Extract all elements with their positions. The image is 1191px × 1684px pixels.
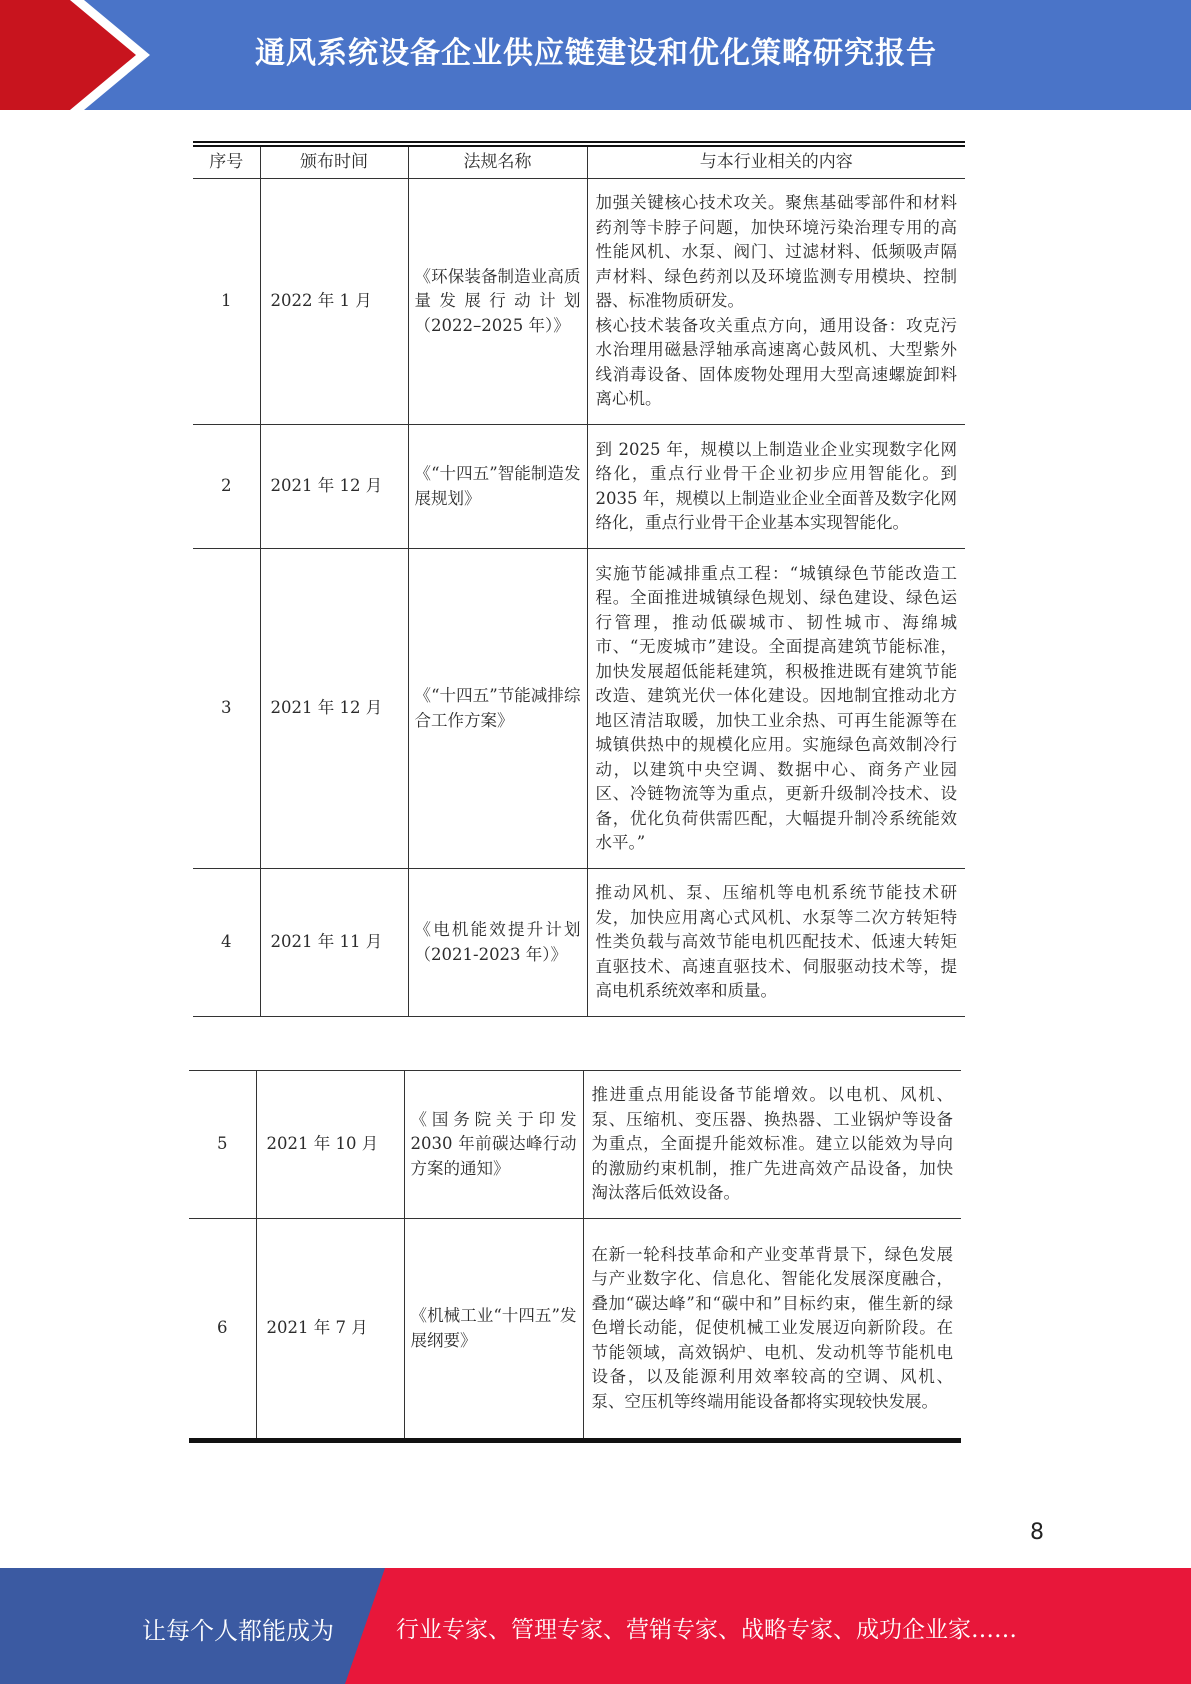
row-name: 《国务院关于印发 2030 年前碳达峰行动方案的通知》: [404, 1071, 583, 1219]
row-content: 加强关键核心技术攻关。聚焦基础零部件和材料药剂等卡脖子问题，加快环境污染治理专用的高性能风机、水泵、阀门、过滤材料、低频吸声隔声材料、绿色药剂以及环境监测专用模块、控制器、标准物质研发。 核心技术装备攻关重点方向，通用设备：攻克污水治理用磁悬浮轴承高速离心鼓风机、大型紫外线消毒设备、固体废物处理用大型高速螺旋卸料离心机。: [587, 179, 965, 425]
table-row: [189, 1071, 961, 1219]
row-content: 推进重点用能设备节能增效。以电机、风机、泵、压缩机、变压器、换热器、工业锅炉等设备为重点，全面提升能效标准。建立以能效为导向的激励约束机制，推广先进高效产品设备，加快淘汰落后低效设备。: [583, 1071, 961, 1219]
row-date: 2021 年 12 月: [260, 549, 408, 869]
header-name: 法规名称: [408, 144, 587, 179]
row-no: 6: [189, 1219, 256, 1441]
row-content: 实施节能减排重点工程：“城镇绿色节能改造工程。全面推进城镇绿色规划、绿色建设、绿色运行管理，推动低碳城市、韧性城市、海绵城市、“无废城市”建设。全面提高建筑节能标准，加快发展超低能耗建筑，积极推进既有建筑节能改造、建筑光伏一体化建设。因地制宜推动北方地区清洁取暖，加快工业余热、可再生能源等在城镇供热中的规模化应用。实施绿色高效制冷行动，以建筑中央空调、数据中心、商务产业园区、冷链物流等为重点，更新升级制冷技术、设备，优化负荷供需匹配，大幅提升制冷系统能效水平。”: [587, 549, 965, 869]
table-row: [193, 425, 965, 549]
row-name: 《电机能效提升计划 （2021-2023 年）》: [408, 869, 587, 1017]
row-date: 2021 年 10 月: [256, 1071, 404, 1219]
policy-table-part-2: [189, 1070, 961, 1443]
page-footer: [0, 1568, 1191, 1684]
row-date: 2021 年 11 月: [260, 869, 408, 1017]
row-no: 2: [193, 425, 260, 549]
table-header-row: [193, 144, 965, 179]
header-content: 与本行业相关的内容: [587, 144, 965, 179]
row-name: 《环保装备制造业高质量发展行动计划 （2022–2025 年）》: [408, 179, 587, 425]
report-title: 通风系统设备企业供应链建设和优化策略研究报告: [255, 36, 937, 71]
row-name: 《“十四五”节能减排综合工作方案》: [408, 549, 587, 869]
row-no: 5: [189, 1071, 256, 1219]
row-content: 到 2025 年，规模以上制造业企业实现数字化网络化，重点行业骨干企业初步应用智能化。到 2035 年，规模以上制造业企业全面普及数字化网络化，重点行业骨干企业基本实现智能化。: [587, 425, 965, 549]
row-date: 2022 年 1 月: [260, 179, 408, 425]
header-date: 颁布时间: [260, 144, 408, 179]
row-no: 4: [193, 869, 260, 1017]
table-row: [193, 869, 965, 1017]
header-red-chevron: [0, 0, 140, 110]
page-number: 8: [1030, 1520, 1044, 1545]
row-name: 《机械工业“十四五”发展纲要》: [404, 1219, 583, 1441]
row-no: 3: [193, 549, 260, 869]
footer-slogan-right: 行业专家、管理专家、营销专家、战略专家、成功企业家……: [396, 1617, 1017, 1643]
page-header: [0, 0, 1191, 110]
footer-slogan-left: 让每个人都能成为: [142, 1617, 334, 1645]
row-date: 2021 年 7 月: [256, 1219, 404, 1441]
row-date: 2021 年 12 月: [260, 425, 408, 549]
policy-table-part-1: [193, 141, 965, 1017]
header-no: 序号: [193, 144, 260, 179]
row-no: 1: [193, 179, 260, 425]
row-content: 在新一轮科技革命和产业变革背景下，绿色发展与产业数字化、信息化、智能化发展深度融合，叠加“碳达峰”和“碳中和”目标约束，催生新的绿色增长动能，促使机械工业发展迈向新阶段。在节能领域，高效锅炉、电机、发动机等节能机电设备，以及能源利用效率较高的空调、风机、泵、空压机等终端用能设备都将实现较快发展。: [583, 1219, 961, 1441]
row-content: 推动风机、泵、压缩机等电机系统节能技术研发，加快应用离心式风机、水泵等二次方转矩特性类负载与高效节能电机匹配技术、低速大转矩直驱技术、高速直驱技术、伺服驱动技术等，提高电机系统效率和质量。: [587, 869, 965, 1017]
table-row: [189, 1219, 961, 1441]
table-row: [193, 549, 965, 869]
row-name: 《“十四五”智能制造发展规划》: [408, 425, 587, 549]
table-row: [193, 179, 965, 425]
